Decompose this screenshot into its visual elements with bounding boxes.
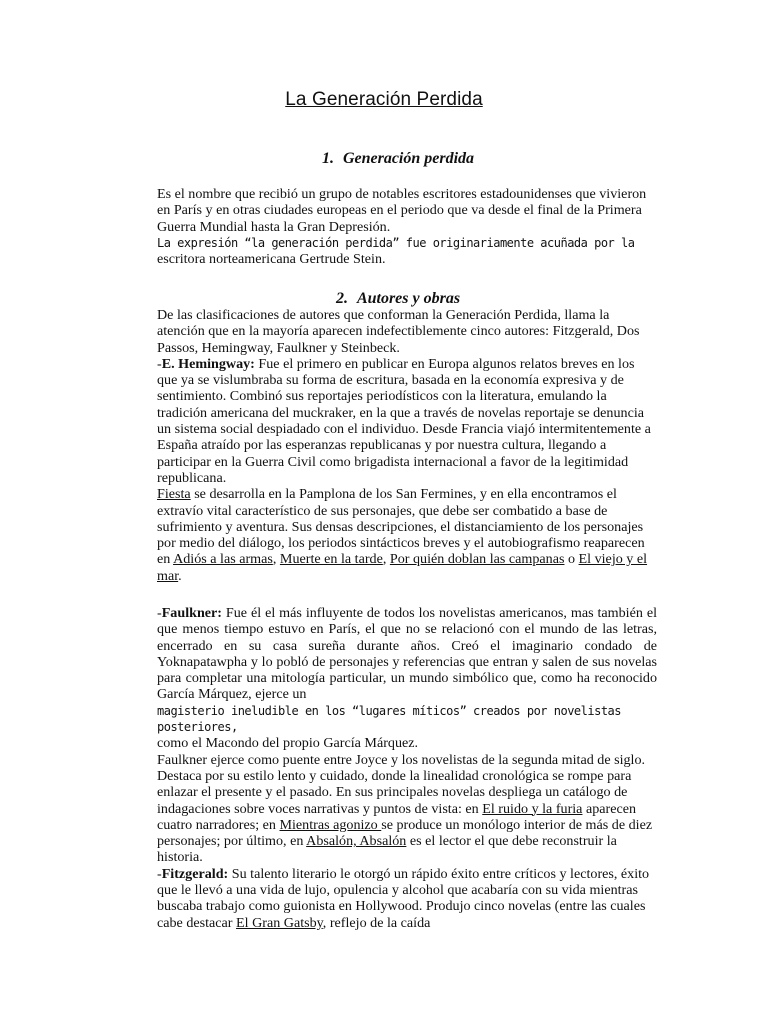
section-heading-text: Generación perdida <box>342 150 475 167</box>
origin-line: La expresión “la generación perdida” fue originariamente acuñada por la <box>157 235 635 250</box>
faulkner-paragraph <box>157 605 657 703</box>
faulkner-macondo-line: como el Macondo del propio García Márquez. <box>157 735 419 752</box>
section-2-body-continued <box>157 605 657 931</box>
section-heading-autores-y-obras <box>0 290 768 308</box>
author-name-fitzgerald: Fitzgerald: <box>161 865 229 882</box>
faulkner-magisterio-line: magisterio ineludible en los “lugares míticos” creados por novelistas posteriores, <box>157 703 621 735</box>
fitzgerald-text-2: , reflejo de la caída <box>322 914 431 931</box>
book-title-muerte: Muerte en la tarde <box>279 551 383 568</box>
section-number: 2. <box>335 290 348 307</box>
author-name-faulkner: Faulkner: <box>161 605 222 621</box>
definition-paragraph: Es el nombre que recibió un grupo de notables escritores estadounidenses que vivieron en París y en otras ciudades europeas en el periodo que va desde el final de la Primera Guerra Mundial hasta la Gran Depresión. <box>157 186 647 235</box>
hemingway-paragraph <box>157 356 657 486</box>
book-title-mientras: Mientras agonizo <box>279 816 382 833</box>
section-1-body <box>157 186 657 267</box>
faulkner-text-2: Faulkner ejerce como puente entre Joyce y los novelistas de la segunda mitad de siglo. Destaca por su estilo lento y cuidado, donde la linealidad cronológica se rompe para enlazar el presente y el pasado. En sus principales novelas despliega un catálogo de indagaciones sobre voces narrativas y puntos de vista: en <box>157 751 646 817</box>
section-heading-generacion-perdida <box>0 150 768 168</box>
book-title-adios: Adiós a las armas <box>173 551 273 568</box>
faulkner-paragraph-2 <box>157 752 657 866</box>
section-heading-text: Autores y obras <box>356 290 461 307</box>
book-title-ruido: El ruido y la furia <box>482 800 583 817</box>
faulkner-text-3: aparecen cuatro narradores; en <box>157 800 637 833</box>
book-title-viejo: El viejo y el mar <box>157 551 648 584</box>
dash: - <box>157 355 162 372</box>
hemingway-text: Fue el primero en publicar en Europa algunos relatos breves en los que ya se vislumbraba su forma de escritura, basada en la economía expresiva y de sentimiento. Combinó sus reportajes periodísticos con la literatura, emulando la tradición americana del muckraker, en la que a través de novelas reportaje se denuncia un sistema social despiadado con el individuo. Desde Francia viajó intermitentemente a España atraído por las esperanzas republicanas y por nuestra cultura, llegando a participar en la Guerra Civil como brigadista internacional a favor de la legitimidad republicana. <box>157 355 651 486</box>
fitzgerald-text: Su talento literario le otorgó un rápido éxito entre críticos y lectores, éxito que le llevó a una vida de lujo, opulencia y alcohol que acabaría con su vida mientras buscaba trabajo como guionista en Hollywood. Produjo cinco novelas (entre las cuales cabe destacar <box>157 865 650 931</box>
period: . <box>178 567 182 584</box>
fiesta-paragraph <box>157 486 657 584</box>
fiesta-text: se desarrolla en la Pamplona de los San Fermines, y en ella encontramos el extravío vital característico de sus personajes, que debe ser combatido a base de sufrimiento y aventura. Sus densas descripciones, el distanciamiento de los personajes por medio del diálogo, los periodos sintácticos breves y el autobiografismo reaparecen en <box>157 486 645 568</box>
separator: o <box>564 551 579 568</box>
origin-line-continued: escritora norteamericana Gertrude Stein. <box>157 251 386 268</box>
book-title-gatsby: El Gran Gatsby <box>236 914 323 931</box>
separator: , <box>382 551 390 568</box>
intro-paragraph: De las clasificaciones de autores que conforman la Generación Perdida, llama la atención que en la mayoría aparecen indefectiblemente cinco autores: Fitzgerald, Dos Passos, Hemingway, Faulkner y Steinbeck. <box>157 307 640 356</box>
separator: , <box>272 551 280 568</box>
dash: - <box>157 865 162 882</box>
document-title: La Generación Perdida <box>285 89 483 110</box>
faulkner-text-4: se produce un monólogo interior de más de diez personajes; por último, en <box>157 816 653 850</box>
faulkner-text-5: es el lector el que debe reconstruir la historia. <box>157 833 617 866</box>
book-title-por-quien: Por quién doblan las campanas <box>389 551 565 568</box>
fitzgerald-paragraph <box>157 866 657 931</box>
book-title-absalon: Absalón, Absalón <box>306 833 407 850</box>
book-title-fiesta: Fiesta <box>157 486 191 503</box>
dash: - <box>157 605 162 621</box>
section-2-body <box>157 307 657 584</box>
section-number: 1. <box>321 150 334 167</box>
faulkner-text: Fue él el más influyente de todos los novelistas americanos, mas también el que menos tiempo estuvo en París, el que no se relacionó con el mundo de las letras, encerrado en su casa sureña durante años. Creó el imaginario condado de Yoknapatawpha y lo pobló de personajes y referencias que entran y salen de sus novelas para completar una mitología particular, un mundo simbólico que, como ha reconocido García Márquez, ejerce un <box>157 605 657 703</box>
author-name-hemingway: E. Hemingway: <box>161 355 255 372</box>
